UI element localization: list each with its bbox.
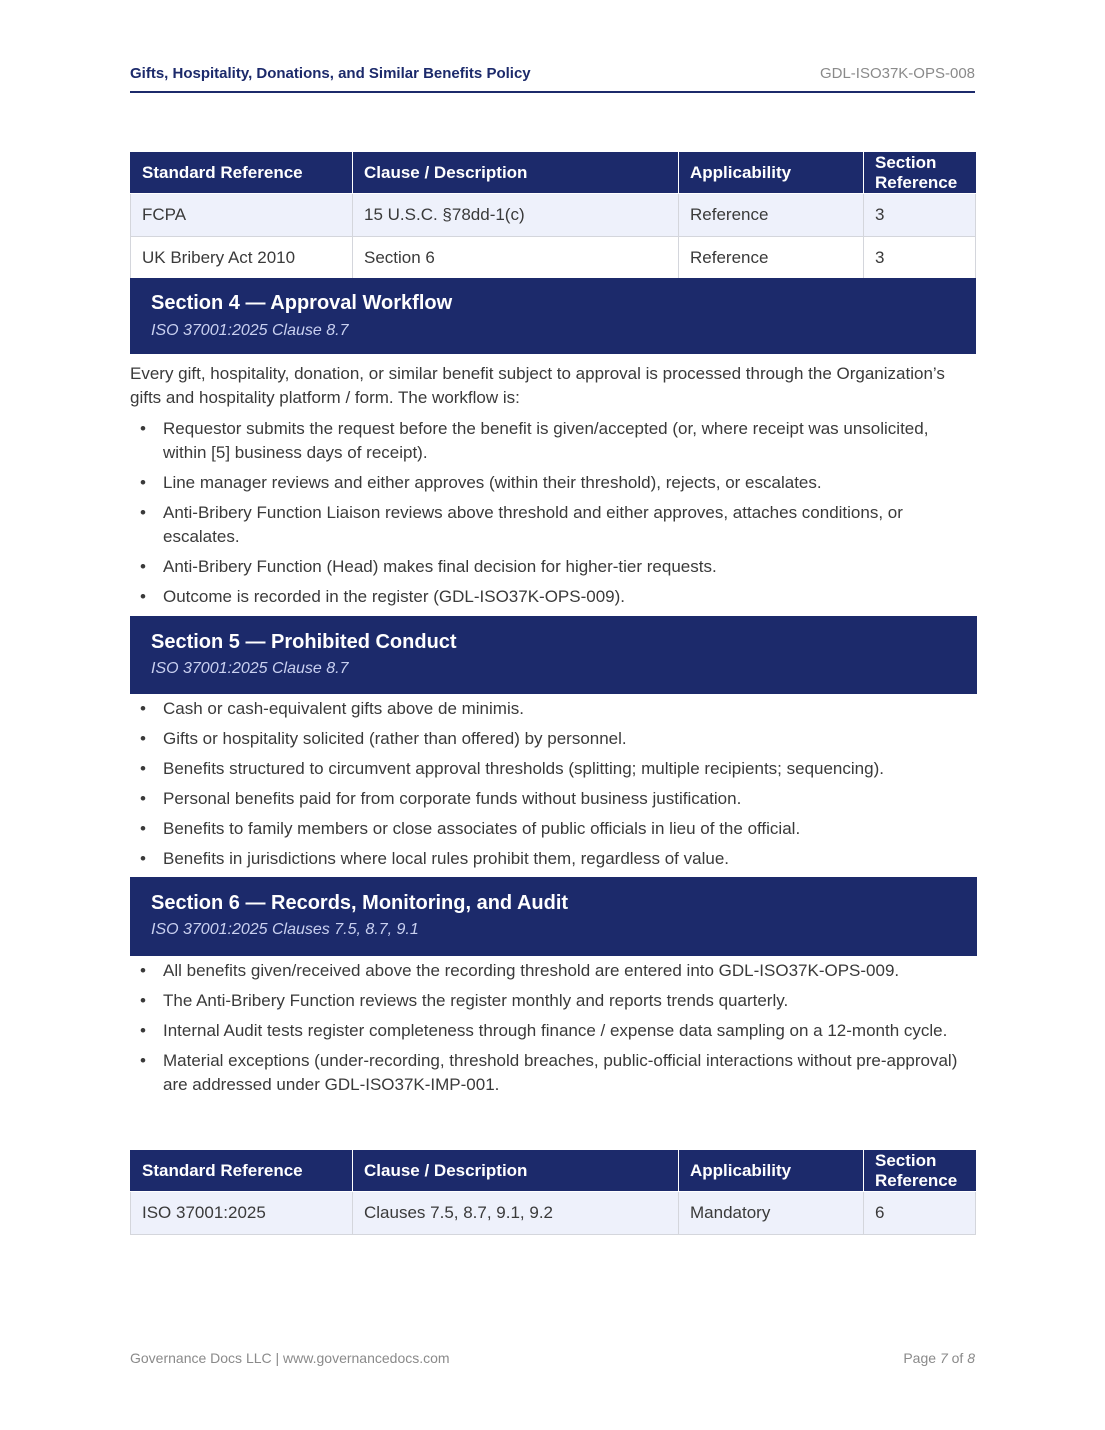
- column-header-applicability: Applicability: [679, 1151, 864, 1192]
- reference-table-2: [130, 1150, 976, 1235]
- list-item-text: Anti-Bribery Function (Head) makes final decision for higher-tier requests.: [163, 557, 717, 576]
- document-title: Gifts, Hospitality, Donations, and Similar Benefits Policy: [130, 65, 531, 82]
- list-item: [130, 787, 960, 811]
- page-current: 7: [939, 1350, 948, 1366]
- bullet-icon: •: [140, 1051, 146, 1070]
- table-cell: Reference: [679, 237, 864, 280]
- section-5-banner: [130, 616, 977, 694]
- bullet-icon: •: [140, 849, 146, 868]
- table-header-row: [131, 1151, 976, 1192]
- reference-table-1: [130, 152, 976, 280]
- column-header-standard-reference: Standard Reference: [131, 153, 353, 194]
- list-item-text: Material exceptions (under-recording, threshold breaches, public-official interactions without pre-approval) are addressed under GDL-ISO37K-IMP-001.: [163, 1051, 958, 1094]
- list-item: [130, 817, 960, 841]
- document-code: GDL-ISO37K-OPS-008: [819, 65, 975, 82]
- column-header-section-reference: Section Reference: [864, 1151, 976, 1192]
- list-item-text: Anti-Bribery Function Liaison reviews above threshold and either approves, attaches conditions, or escalates.: [163, 503, 903, 546]
- list-item-text: Requestor submits the request before the benefit is given/accepted (or, where receipt was unsolicited, within [5] business days of receipt).: [163, 419, 929, 462]
- footer-company: Governance Docs LLC | www.governancedocs.com: [130, 1350, 450, 1366]
- list-item-text: Cash or cash-equivalent gifts above de minimis.: [163, 699, 524, 718]
- table-cell: Mandatory: [679, 1192, 864, 1235]
- section-6-subtitle: ISO 37001:2025 Clauses 7.5, 8.7, 9.1: [151, 921, 419, 938]
- list-item: [130, 757, 960, 781]
- list-item: [130, 555, 960, 579]
- bullet-icon: •: [140, 789, 146, 808]
- list-item: [130, 847, 960, 871]
- section-4-banner: [130, 278, 976, 354]
- bullet-icon: •: [140, 759, 146, 778]
- section-6-banner: [130, 877, 977, 956]
- bullet-icon: •: [140, 473, 146, 492]
- table-cell: 6: [864, 1192, 976, 1235]
- list-item-text: All benefits given/received above the recording threshold are entered into GDL-ISO37K-OPS-009.: [163, 961, 900, 980]
- list-item: [130, 1049, 960, 1097]
- bullet-icon: •: [140, 419, 146, 438]
- column-header-applicability: Applicability: [679, 153, 864, 194]
- list-item: [130, 501, 960, 549]
- column-header-standard-reference: Standard Reference: [131, 1151, 353, 1192]
- section-4-intro: Every gift, hospitality, donation, or similar benefit subject to approval is processed through the Organization’s gifts and hospitality platform / form. The workflow is:: [130, 364, 945, 407]
- table-cell: 3: [864, 194, 976, 237]
- list-item-text: Gifts or hospitality solicited (rather than offered) by personnel.: [163, 729, 627, 748]
- list-item-text: Outcome is recorded in the register (GDL-ISO37K-OPS-009).: [163, 587, 626, 606]
- table-cell: Section 6: [353, 237, 679, 280]
- list-item-text: Benefits structured to circumvent approval thresholds (splitting; multiple recipients; sequencing).: [163, 759, 884, 778]
- bullet-icon: •: [140, 699, 146, 718]
- table-cell: Clauses 7.5, 8.7, 9.1, 9.2: [353, 1192, 679, 1235]
- footer-page-number: [903, 1350, 975, 1366]
- list-item: [130, 959, 960, 983]
- bullet-icon: •: [140, 991, 146, 1010]
- bullet-icon: •: [140, 557, 146, 576]
- list-item: [130, 1019, 960, 1043]
- section-6-list: [130, 959, 960, 1103]
- table-row: [131, 1192, 976, 1235]
- column-header-section-reference: Section Reference: [864, 153, 976, 194]
- section-6-title: Section 6 — Records, Monitoring, and Audit: [151, 892, 569, 914]
- bullet-icon: •: [140, 729, 146, 748]
- list-item: [130, 585, 960, 609]
- list-item-text: Line manager reviews and either approves (within their threshold), rejects, or escalates.: [163, 473, 822, 492]
- section-4-subtitle: ISO 37001:2025 Clause 8.7: [151, 322, 349, 339]
- section-4-list: [130, 417, 960, 615]
- page-of-label: of: [951, 1350, 964, 1366]
- list-item: [130, 417, 960, 465]
- list-item: [130, 697, 960, 721]
- list-item-text: Benefits to family members or close associates of public officials in lieu of the official.: [163, 819, 801, 838]
- list-item-text: Benefits in jurisdictions where local rules prohibit them, regardless of value.: [163, 849, 729, 868]
- table-cell: 15 U.S.C. §78dd-1(c): [353, 194, 679, 237]
- page-header: [130, 64, 975, 93]
- bullet-icon: •: [140, 961, 146, 980]
- table-cell: 3: [864, 237, 976, 280]
- column-header-clause-description: Clause / Description: [353, 1151, 679, 1192]
- list-item: [130, 471, 960, 495]
- section-5-list: [130, 697, 960, 877]
- list-item-text: Personal benefits paid for from corporate funds without business justification.: [163, 789, 742, 808]
- list-item: [130, 989, 960, 1013]
- bullet-icon: •: [140, 503, 146, 522]
- bullet-icon: •: [140, 1021, 146, 1040]
- table-row: [131, 194, 976, 237]
- table-row: [131, 237, 976, 280]
- page-total: 8: [967, 1350, 975, 1366]
- bullet-icon: •: [140, 819, 146, 838]
- list-item-text: The Anti-Bribery Function reviews the register monthly and reports trends quarterly.: [163, 991, 789, 1010]
- bullet-icon: •: [140, 587, 146, 606]
- table-cell: Reference: [679, 194, 864, 237]
- page-label: Page: [903, 1350, 937, 1366]
- table-cell: UK Bribery Act 2010: [131, 237, 353, 280]
- section-4-title: Section 4 — Approval Workflow: [151, 292, 453, 314]
- section-5-title: Section 5 — Prohibited Conduct: [151, 631, 457, 653]
- table-cell: FCPA: [131, 194, 353, 237]
- section-5-subtitle: ISO 37001:2025 Clause 8.7: [151, 660, 349, 677]
- column-header-clause-description: Clause / Description: [353, 153, 679, 194]
- list-item-text: Internal Audit tests register completeness through finance / expense data sampling on a 12-month cycle.: [163, 1021, 948, 1040]
- list-item: [130, 727, 960, 751]
- table-header-row: [131, 153, 976, 194]
- table-cell: ISO 37001:2025: [131, 1192, 353, 1235]
